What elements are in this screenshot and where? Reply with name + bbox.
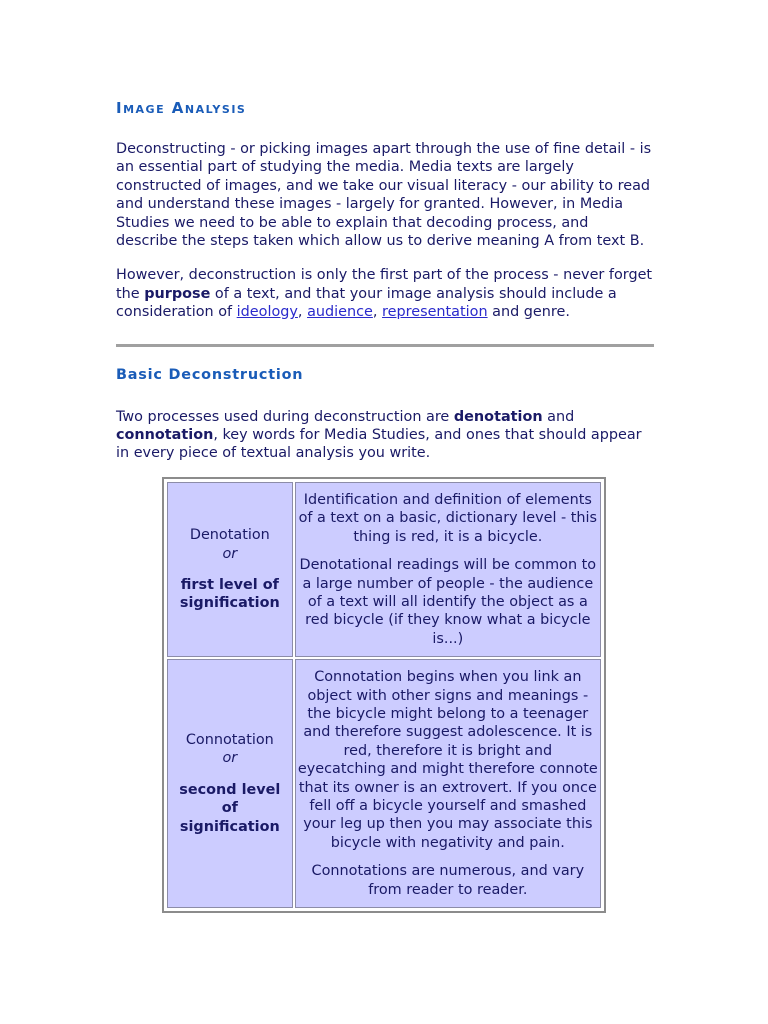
denotation-definition-2: Denotational readings will be common to a large number of people - the audience of a text will all identify the object as a red bicycle (if they know what a bicycle is...): [299, 557, 597, 647]
ideology-link[interactable]: ideology: [236, 304, 298, 321]
section-divider: [116, 344, 654, 347]
section-p-text-3: , key words for Media Studies, and ones that should appear in every piece of textual analysis you write.: [116, 427, 642, 462]
intro-p2-sep-2: ,: [372, 304, 383, 321]
representation-link[interactable]: representation: [382, 304, 488, 321]
term-cell-connotation: [167, 659, 293, 908]
section-title: Basic Deconstruction: [116, 366, 304, 383]
intro-paragraph-1: Deconstructing - or picking images apart through the use of fine detail - is an essential part of studying the media. Media texts are largely constructed of images, and we take our visual literacy - our ability to read and understand these images - largely for granted. However, in Media Studies we need to be able to explain that decoding process, and describe the steps taken which allow us to derive meaning A from text B.: [116, 141, 652, 250]
section-p-text-1: Two processes used during deconstruction are: [116, 408, 454, 425]
signification-table-frame: [162, 477, 606, 913]
term-denotation: Denotation: [189, 527, 270, 544]
connotation-keyword: connotation: [116, 427, 214, 444]
intro-p2-text-1: However, deconstruction is only the first part of the process - never forget the: [116, 267, 653, 302]
intro-paragraph-2: [116, 266, 654, 321]
term-sub-denotation: first level of signification: [179, 577, 280, 612]
page-title: Image Analysis: [116, 99, 247, 117]
definition-cell-connotation: [295, 659, 601, 908]
connotation-definition-1: Connotation begins when you link an object with other signs and meanings - the bicycle might belong to a teenager and therefore suggest adolescence. It is red, therefore it is bright and eyecatching and might therefore connote that its owner is an extrovert. If you once fell off a bicycle yourself and smashed your leg up then you may associate this bicycle with negativity and pain.: [297, 669, 598, 851]
purpose-keyword: purpose: [144, 285, 211, 302]
term-cell-denotation: [167, 482, 293, 657]
audience-link[interactable]: audience: [307, 304, 373, 321]
definition-cell-denotation: [295, 482, 601, 657]
connotation-definition-2: Connotations are numerous, and vary from reader to reader.: [311, 863, 585, 898]
section-paragraph: [116, 408, 654, 463]
term-or: or: [222, 750, 238, 767]
intro-p2-sep-1: ,: [297, 304, 308, 321]
article: [116, 96, 654, 913]
intro-p2-text-3: and genre.: [487, 304, 570, 321]
term-connotation: Connotation: [185, 732, 274, 749]
term-sub-connotation: second level of signification: [179, 781, 281, 835]
section-p-text-2: and: [542, 408, 575, 425]
denotation-keyword: denotation: [453, 408, 543, 425]
intro-p2-text-2: of a text, and that your image analysis should include a consideration of: [116, 285, 617, 321]
denotation-definition-1: Identification and definition of elements of a text on a basic, dictionary level - this thing is red, it is a bicycle.: [298, 491, 598, 545]
signification-table: [165, 480, 603, 910]
table-row-connotation: [167, 659, 601, 908]
term-or: or: [222, 545, 238, 562]
table-row-denotation: [167, 482, 601, 657]
